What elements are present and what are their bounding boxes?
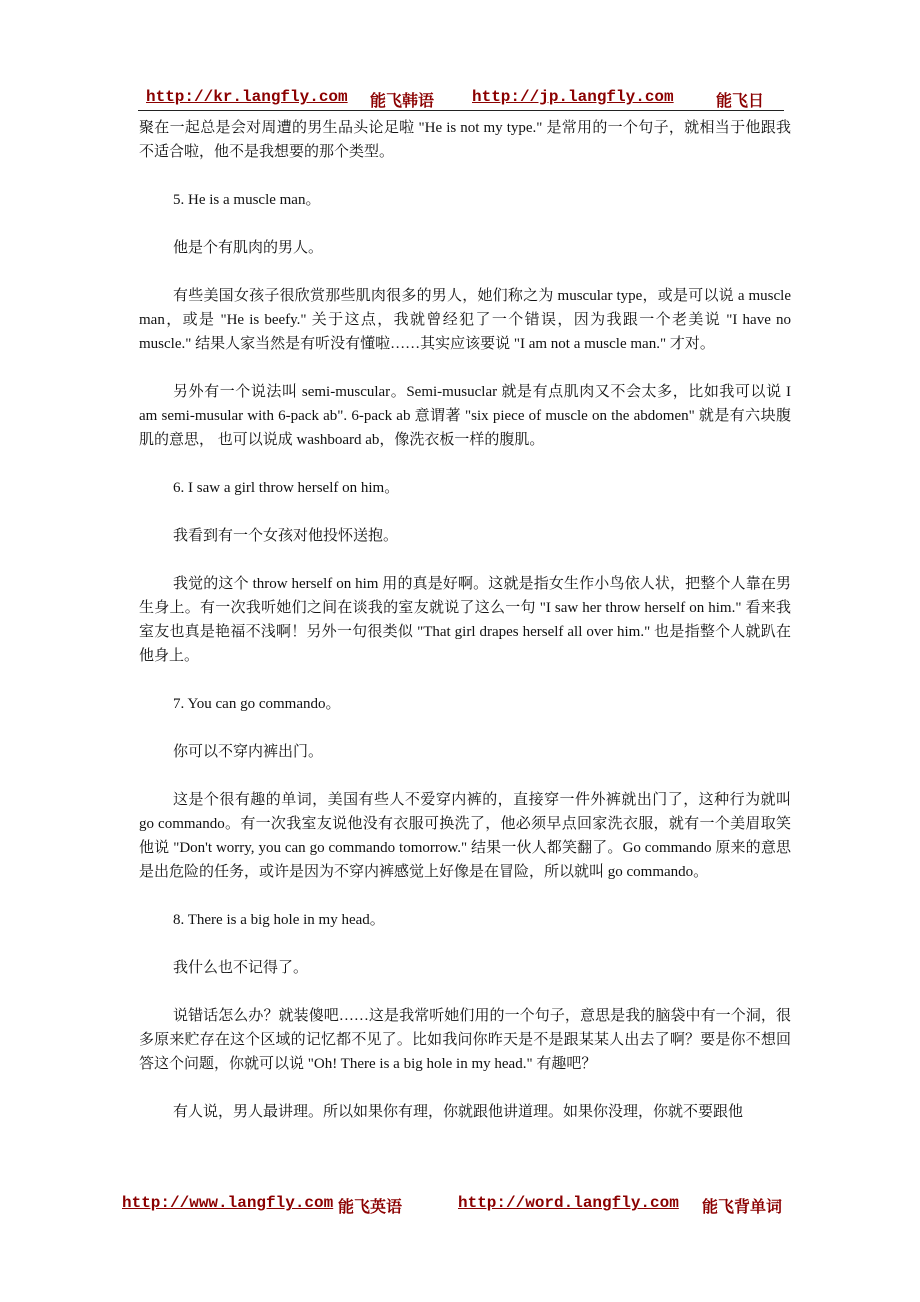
translation: 你可以不穿内裤出门。 [173, 744, 324, 760]
section-heading: 8. There is a big hole in my head。 [173, 912, 385, 928]
article-body [139, 116, 791, 1148]
paragraph: 聚在一起总是会对周遭的男生品头论足啦 "He is not my type." 是常用的一个句子，就相当于他跟我不适合啦，他不是我想要的那个类型。 [139, 120, 791, 160]
footer-site-name-english: 能飞英语 [338, 1197, 403, 1216]
paragraph: 有些美国女孩子很欣赏那些肌肉很多的男人，她们称之为 muscular type，或是可以说 a muscle man，或是 "He is beefy." 关于这点，我就曾经犯了一个错误，因为我跟一个老美说 "I have no muscle." 结果人家当然是有听没有懂啦……其实应该要说 "I am not a muscle man." 才对。 [139, 288, 791, 352]
translation: 我什么也不记得了。 [173, 960, 309, 976]
header-site-name-jp: 能飞日 [716, 91, 765, 110]
page-header [138, 88, 784, 111]
footer-site-name-words: 能飞背单词 [702, 1197, 783, 1216]
paragraph: 我觉的这个 throw herself on him 用的真是好啊。这就是指女生作小鸟依人状，把整个人靠在男生身上。有一次我听她们之间在谈我的室友就说了这么一句 "I saw her throw herself on him." 看来我室友也真是艳福不浅啊！另外一句很类似 "That girl drapes herself all over him." 也是指整个人就趴在他身上。 [139, 576, 791, 664]
footer-link-www[interactable]: http://www.langfly.com [122, 1194, 334, 1212]
paragraph: 有人说，男人最讲理。所以如果你有理，你就跟他讲道理。如果你没理，你就不要跟他 [173, 1104, 744, 1120]
section-heading: 7. You can go commando。 [173, 696, 341, 712]
paragraph: 这是个很有趣的单词，美国有些人不爱穿内裤的，直接穿一件外裤就出门了，这种行为就叫 go commando。有一次我室友说他没有衣服可换洗了，他必须早点回家洗衣服，就有一个美眉取笑他说 "Don't worry, you can go commando tomorrow." 结果一伙人都笑翻了。Go commando 原来的意思是出危险的任务，或许是因为不穿内裤感觉上好像是在冒险，所以就叫 go commando。 [139, 792, 791, 880]
header-site-name-kr: 能飞韩语 [370, 91, 435, 110]
paragraph: 另外有一个说法叫 semi-muscular。Semi-musuclar 就是有点肌肉又不会太多，比如我可以说 I am semi-musular with 6-pack ab". 6-pack ab 意谓著 "six piece of muscle on the abdomen" 就是有六块腹肌的意思， 也可以说成 washboard ab，像洗衣板一样的腹肌。 [139, 384, 791, 448]
footer-link-word[interactable]: http://word.langfly.com [458, 1194, 679, 1212]
paragraph: 说错话怎么办？就装傻吧……这是我常听她们用的一个句子，意思是我的脑袋中有一个洞，很多原来贮存在这个区域的记忆都不见了。比如我问你昨天是不是跟某某人出去了啊？要是你不想回答这个问题，你就可以说 "Oh! There is a big hole in my head." 有趣吧？ [139, 1008, 791, 1072]
header-link-kr[interactable]: http://kr.langfly.com [146, 88, 348, 106]
page-footer [122, 1194, 802, 1216]
section-heading: 5. He is a muscle man。 [173, 192, 321, 208]
header-link-jp[interactable]: http://jp.langfly.com [472, 88, 674, 106]
translation: 我看到有一个女孩对他投怀送抱。 [173, 528, 399, 544]
translation: 他是个有肌肉的男人。 [173, 240, 324, 256]
section-heading: 6. I saw a girl throw herself on him。 [173, 480, 400, 496]
